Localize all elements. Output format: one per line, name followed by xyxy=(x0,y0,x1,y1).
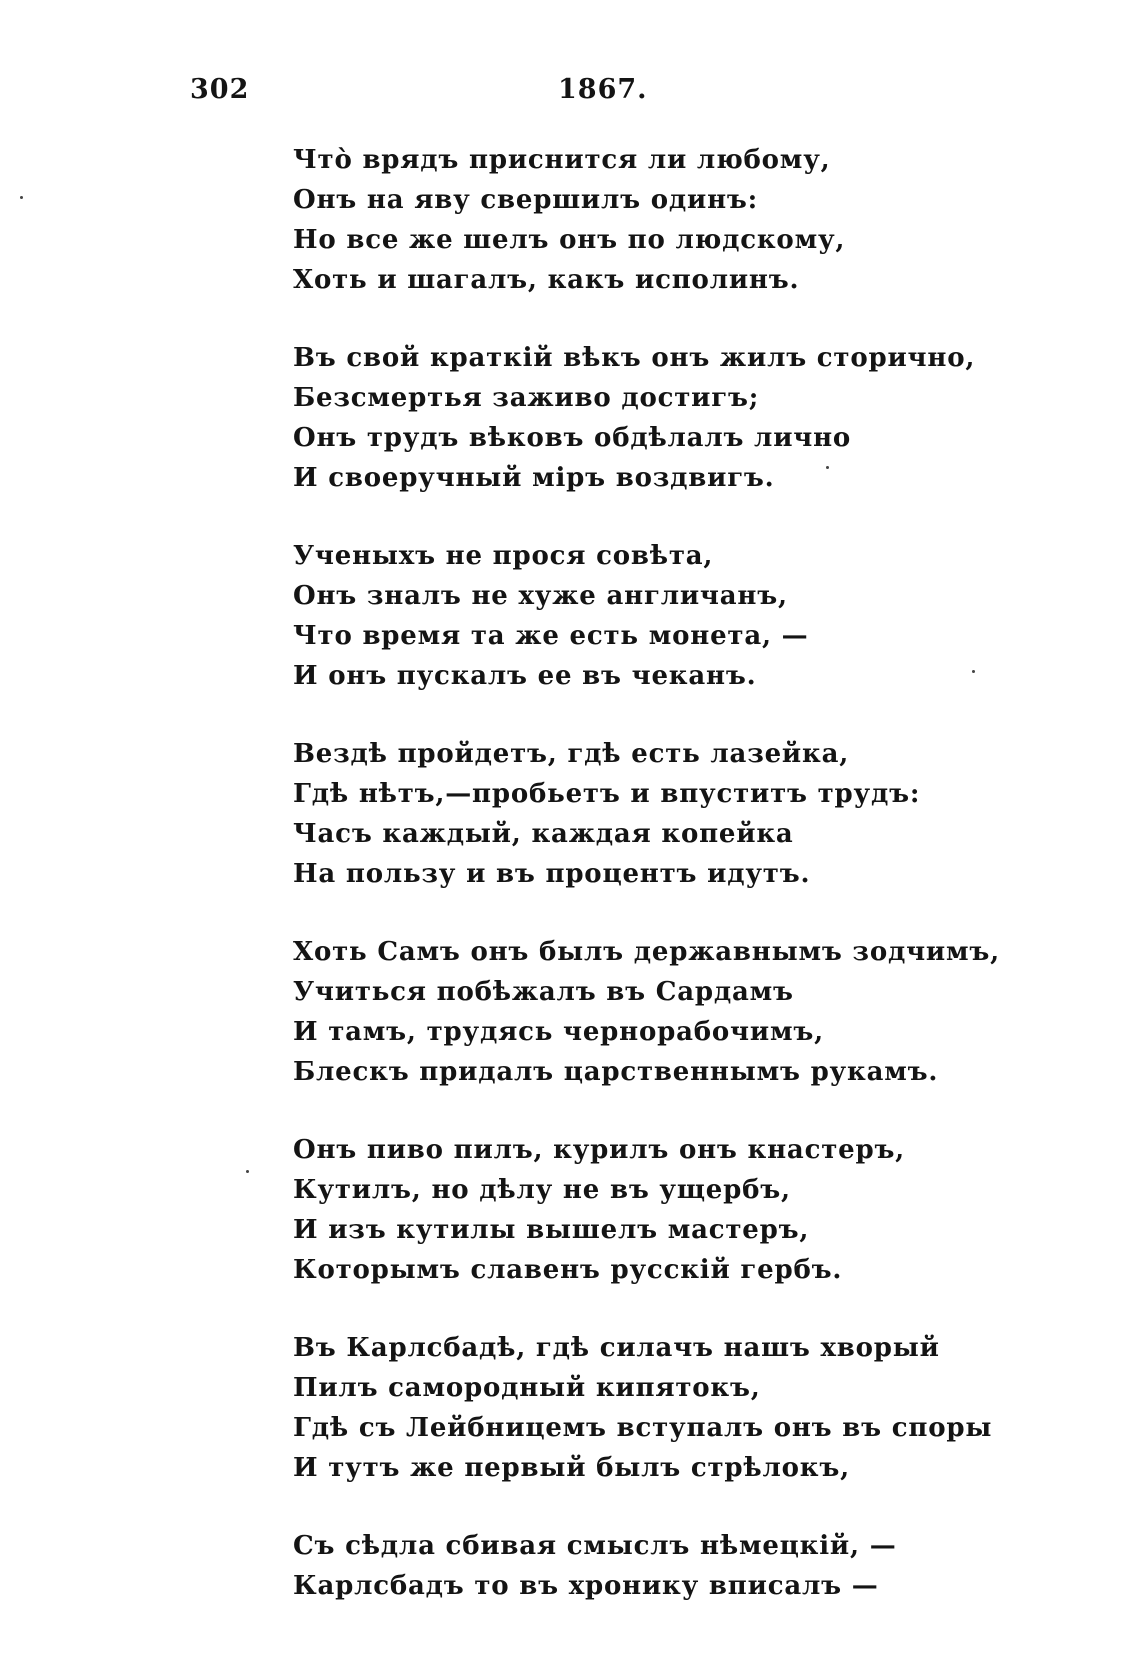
poem-line: Въ Карлсбадѣ, гдѣ силачъ нашъ хворый xyxy=(293,1333,940,1363)
page-year-heading: 1867. xyxy=(558,74,648,105)
poem-line: Онъ пиво пилъ, курилъ онъ кнастеръ, xyxy=(293,1135,906,1165)
poem-line: Гдѣ нѣтъ,—пробьетъ и впуститъ трудъ: xyxy=(293,779,921,809)
page-number: 302 xyxy=(190,74,250,105)
poem-line: Онъ трудъ вѣковъ обдѣлалъ лично xyxy=(293,423,852,453)
poem-line: Пилъ самородный кипятокъ, xyxy=(293,1373,761,1403)
stanza xyxy=(293,1328,993,1488)
poem xyxy=(293,140,1000,1644)
poem-line: На пользу и въ процентъ идутъ. xyxy=(293,859,811,889)
scan-speck xyxy=(246,1170,249,1173)
stanza xyxy=(293,932,1000,1092)
poem-line: Учиться побѣжалъ въ Сардамъ xyxy=(293,977,794,1007)
scan-speck xyxy=(972,670,975,673)
poem-line: Безсмертья заживо достигъ; xyxy=(293,383,760,413)
stanza xyxy=(293,734,933,894)
stanza xyxy=(293,338,976,498)
poem-line: Кутилъ, но дѣлу не въ ущербъ, xyxy=(293,1175,791,1205)
poem-line: И изъ кутилы вышелъ мастеръ, xyxy=(293,1215,810,1245)
poem-line: Онъ зналъ не хуже англичанъ, xyxy=(293,581,788,611)
poem-line: Гдѣ съ Лейбницемъ вступалъ онъ въ споры xyxy=(293,1413,993,1443)
poem-line: Хоть Самъ онъ былъ державнымъ зодчимъ, xyxy=(293,937,1000,967)
poem-line: Хоть и шагалъ, какъ исполинъ. xyxy=(293,265,800,295)
poem-line: Но все же шелъ онъ по людскому, xyxy=(293,225,846,255)
poem-line: И тамъ, трудясь чернорабочимъ, xyxy=(293,1017,824,1047)
stanza xyxy=(293,1130,933,1290)
poem-line: И тутъ же первый былъ стрѣлокъ, xyxy=(293,1453,850,1483)
poem-line: Съ сѣдла сбивая смыслъ нѣмецкій, — xyxy=(293,1531,897,1561)
scan-speck xyxy=(20,196,23,199)
poem-line: Которымъ славенъ русскій гербъ. xyxy=(293,1255,843,1285)
poem-line: Карлсбадъ то въ хронику вписалъ — xyxy=(293,1571,879,1601)
poem-line: Онъ на яву свершилъ одинъ: xyxy=(293,185,759,215)
scan-speck xyxy=(826,466,829,469)
stanza xyxy=(293,140,933,300)
poem-line: Что время та же есть монета, — xyxy=(293,621,809,651)
poem-line: Въ свой краткій вѣкъ онъ жилъ сторично, xyxy=(293,343,976,373)
poem-line: И своеручный міръ воздвигъ. xyxy=(293,463,775,493)
poem-line: И онъ пускалъ ее въ чеканъ. xyxy=(293,661,757,691)
poem-line: Блескъ придалъ царственнымъ рукамъ. xyxy=(293,1057,939,1087)
stanza xyxy=(293,1526,933,1606)
poem-line: Ученыхъ не прося совѣта, xyxy=(293,541,714,571)
poem-line: Часъ каждый, каждая копейка xyxy=(293,819,794,849)
stanza xyxy=(293,536,933,696)
poem-line: Вездѣ пройдетъ, гдѣ есть лазейка, xyxy=(293,739,850,769)
poem-line: Что̀ врядъ приснится ли любому, xyxy=(293,145,831,175)
